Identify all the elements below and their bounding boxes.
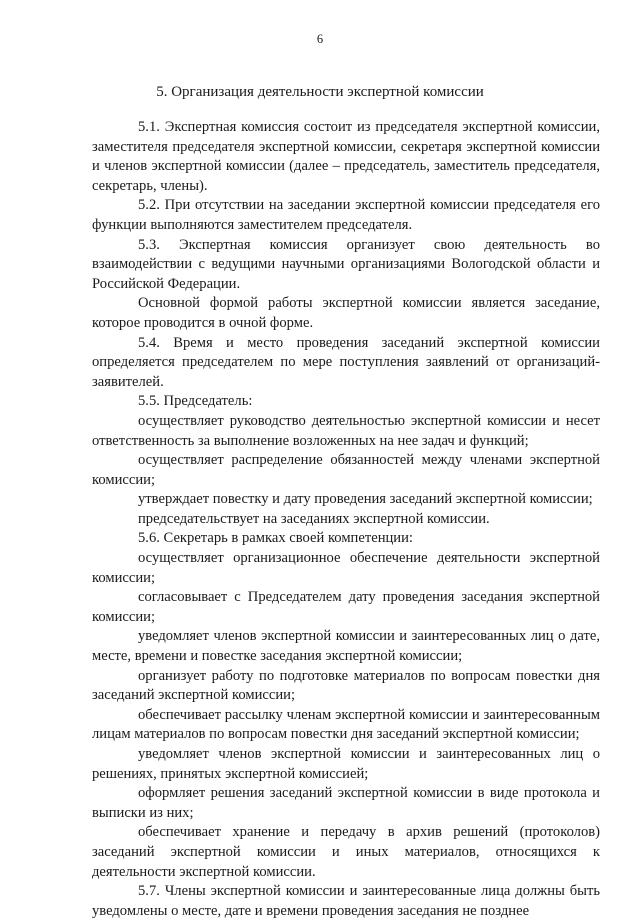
paragraph-secretary-duty-1: осуществляет организационное обеспечение деятельности экспертной комиссии; xyxy=(92,550,600,586)
paragraph-secretary-duty-4: организует работу по подготовке материалов по вопросам повестки дня заседаний экспертной комиссии; xyxy=(92,667,600,704)
paragraph-chair-duty-2: осуществляет распределение обязанностей между членами экспертной комиссии; xyxy=(92,452,600,488)
paragraph-chair-duty-4: председательствует на заседаниях экспертной комиссии. xyxy=(138,510,490,527)
paragraph-5-4: 5.4. Время и место проведения заседаний экспертной комиссии определяется председателем по мере поступления заявлений от организаций-заявителей. xyxy=(92,334,600,390)
paragraph-chair-duty-3: утверждает повестку и дату проведения заседаний экспертной комиссии; xyxy=(138,491,593,508)
document-body xyxy=(92,118,600,921)
paragraph-main-form: Основной формой работы экспертной комиссии является заседание, которое проводится в очной форме. xyxy=(92,295,600,331)
paragraph-secretary-duty-7: оформляет решения заседаний экспертной комиссии в виде протокола и выписки из них; xyxy=(92,785,600,821)
paragraph-secretary-duty-5: обеспечивает рассылку членам экспертной комиссии и заинтересованным лицам материалов по вопросам повестки дня заседаний экспертной комиссии; xyxy=(92,706,600,743)
paragraph-5-7: 5.7. Члены экспертной комиссии и заинтересованные лица должны быть уведомлены о месте, дате и времени проведения заседания не позднее xyxy=(92,883,600,919)
paragraph-secretary-duty-2: согласовывает с Председателем дату проведения заседания экспертной комиссии; xyxy=(92,589,600,625)
section-title: 5. Организация деятельности экспертной комиссии xyxy=(156,84,484,100)
paragraph-secretary-duty-8: обеспечивает хранение и передачу в архив решений (протоколов) заседаний экспертной комиссии и иных материалов, относящихся к деятельности экспертной комиссии. xyxy=(92,824,600,880)
paragraph-5-5-heading: 5.5. Председатель: xyxy=(138,393,253,410)
paragraph-5-6-heading: 5.6. Секретарь в рамках своей компетенции: xyxy=(138,530,413,547)
page-number: 6 xyxy=(316,32,324,46)
paragraph-5-2: 5.2. При отсутствии на заседании экспертной комиссии председателя его функции выполняются заместителем председателя. xyxy=(92,197,600,233)
paragraph-secretary-duty-6: уведомляет членов экспертной комиссии и заинтересованных лиц о решениях, принятых экспертной комиссией; xyxy=(92,746,600,782)
paragraph-chair-duty-1: осуществляет руководство деятельностью экспертной комиссии и несет ответственность за выполнение возложенных на нее задач и функций; xyxy=(92,412,600,449)
paragraph-secretary-duty-3: уведомляет членов экспертной комиссии и заинтересованных лиц о дате, месте, времени и повестке заседания экспертной комиссии; xyxy=(92,628,600,665)
paragraph-5-1: 5.1. Экспертная комиссия состоит из председателя экспертной комиссии, заместителя председателя экспертной комиссии, секретаря экспертной комиссии и членов экспертной комиссии (далее – председатель, заместитель председателя, секретарь, члены). xyxy=(92,119,600,194)
paragraph-5-3: 5.3. Экспертная комиссия организует свою деятельность во взаимодействии с ведущими научными организациями Вологодской области и Российской Федерации. xyxy=(92,236,600,292)
